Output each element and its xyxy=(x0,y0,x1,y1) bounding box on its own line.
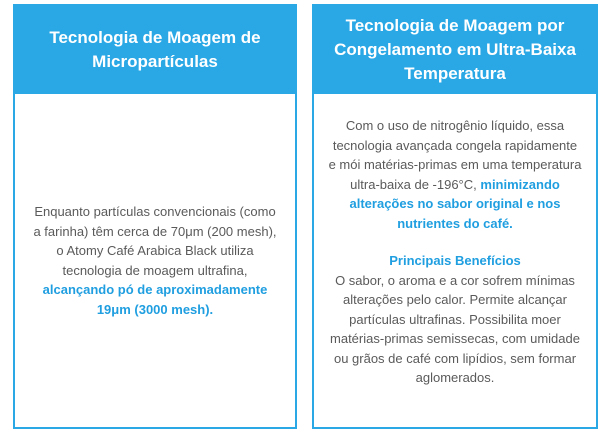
micro-grinding-card-body xyxy=(15,94,295,319)
micro-grinding-title: Tecnologia de Moagem de Micropartículas xyxy=(49,28,261,71)
cryo-grinding-card-header xyxy=(314,6,596,94)
cryo-grinding-text: Com o uso de nitrogênio líquido, essa tecnologia avançada congela rapidamente e mói matérias-primas em uma temperatura ultra-baixa de -196°C, xyxy=(328,118,582,192)
benefits-title: Principais Benefícios xyxy=(389,253,521,268)
micro-grinding-description xyxy=(29,202,281,319)
micro-grinding-card-header xyxy=(15,6,295,94)
cryo-grinding-highlight: minimizando alterações no sabor original e nos nutrientes do café. xyxy=(349,176,561,231)
cryo-grinding-title: Tecnologia de Moagem por Congelamento em Ultra-Baixa Temperatura xyxy=(334,16,576,83)
cryo-grinding-description xyxy=(328,116,582,233)
benefits-text: O sabor, o aroma e a cor sofrem mínimas alterações pelo calor. Permite alcançar partículas ultrafinas. Possibilita moer matérias-primas semissecas, com umidade ou grãos de café com lipídios, sem formar aglomerados. xyxy=(330,272,580,385)
cryo-grinding-card xyxy=(312,4,598,429)
micro-grinding-highlight: alcançando pó de aproximadamente 19μm (3000 mesh). xyxy=(42,282,268,317)
cryo-grinding-card-body xyxy=(314,94,596,388)
micro-grinding-card xyxy=(13,4,297,429)
micro-grinding-text: Enquanto partículas convencionais (como a farinha) têm cerca de 70μm (200 mesh), o Atomy Café Arabica Black utiliza tecnologia de moagem ultrafina, xyxy=(33,204,277,278)
